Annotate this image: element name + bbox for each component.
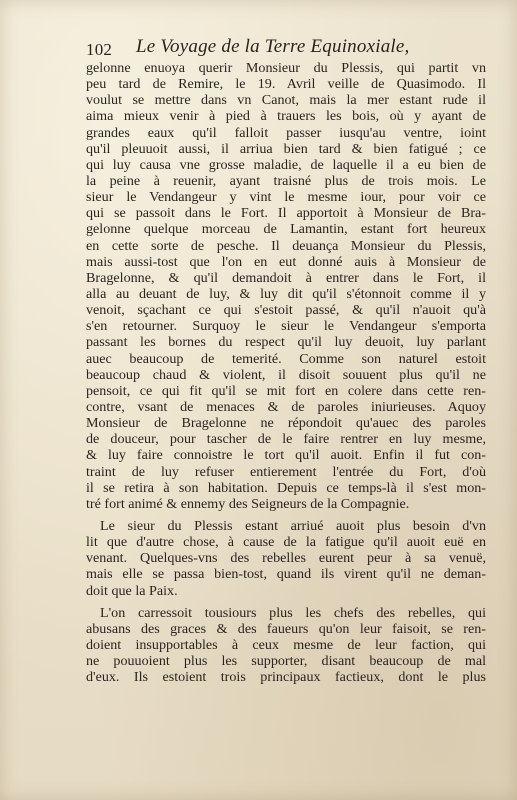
text-line: aima mieux venir à pied à trauers les bois, où y ayant de (86, 108, 486, 125)
text-line: Bragelonne, & qu'il demandoit à entrer dans le Fort, il (86, 269, 486, 286)
paragraph (86, 605, 486, 686)
text-line: qu'il pleuuoit aussi, il arriua bien tard & bien fatigué ; ce (86, 140, 486, 157)
text-line: la peine à reuenir, ayant traisné plus de trois mois. Le (86, 172, 486, 189)
text-line: abusans des graces & des faueurs qu'on leur faisoit, se ren- (86, 620, 486, 637)
text-line: mais aussi-tost que l'on en eut donné auis à Monsieur de (86, 253, 486, 270)
text-line: L'on carressoit tousiours plus les chefs des rebelles, qui (100, 604, 486, 621)
text-line: doient insupportables à ceux mesme de leur faction, qui (86, 636, 486, 653)
text-line: de douceur, pour tascher de le faire rentrer en luy mesme, (86, 431, 486, 448)
text-line: venant. Quelques-vns des rebelles eurent peur à sa venuë, (86, 550, 486, 567)
running-title: Le Voyage de la Terre Equinoxiale, (136, 36, 410, 57)
text-line: s'en retourner. Surquoy le sieur le Vendangeur s'emporta (86, 318, 486, 335)
paragraph (86, 518, 486, 599)
text-line: mais elle se passa bien-tost, quand ils virent qu'il ne deman- (86, 566, 486, 583)
text-line: il se retira à son habitation. Depuis ce temps-là il s'est mon- (86, 479, 486, 496)
text-line: lit que d'autre chose, à cause de la fatigue qu'il auoit euë en (86, 534, 486, 551)
text-line: alla au deuant de luy, & luy dit qu'il s'étonnoit comme il y (86, 285, 486, 302)
text-line: qui se passoit dans le Fort. Il apportoit à Monsieur de Bra- (86, 205, 486, 222)
text-line: passant les bornes du respect qu'il luy deuoit, luy parlant (86, 334, 486, 351)
text-line: gelonne quelque morceau de Lamantin, estant fort heureux (86, 221, 486, 238)
text-line: voulut se mettre dans vn Canot, mais la mer estant rude il (86, 92, 486, 109)
text-line: sieur le Vendangeur y vint le mesme iour, pour voir ce (86, 189, 486, 206)
text-line: en cette sorte de pesche. Il deuança Monsieur du Plessis, (86, 237, 486, 254)
text-line: traint de luy refuser entierement l'entrée du Fort, d'où (86, 463, 486, 480)
text-line: auec beaucoup de temerité. Comme son naturel estoit (86, 350, 486, 367)
text-line: peu tard de Remire, le 19. Avril veille de Quasimodo. Il (86, 76, 486, 93)
text-line: pensoit, ce qui fit qu'il se mit fort en colere dans cette ren- (86, 382, 486, 399)
body-text (86, 60, 486, 685)
text-line: contre, vsant de menaces & de paroles iniurieuses. Aquoy (86, 398, 486, 415)
text-line: Monsieur de Bragelonne ne répondoit qu'auec des paroles (86, 415, 486, 432)
text-line: d'eux. Ils estoient trois principaux factieux, dont le plus (86, 669, 486, 686)
text-line: qui luy causa vne grosse maladie, de laquelle il a eu bien de (86, 156, 486, 173)
text-line: tré fort animé & ennemy des Seigneurs de la Compagnie. (86, 495, 410, 512)
text-line: grandes eaux qu'il falloit passer iusqu'au ventre, ioint (86, 124, 486, 141)
paragraph (86, 60, 486, 512)
text-line: gelonne enuoya querir Monsieur du Plessis, qui partit vn (86, 60, 486, 76)
text-line: Le sieur du Plessis estant arriué auoit plus besoin d'vn (100, 517, 486, 534)
text-line: doit que la Paix. (86, 582, 178, 599)
text-line: ne pouuoient plus les supporter, disant beaucoup de mal (86, 653, 486, 670)
text-line: venoit, sçachant ce qui s'estoit passé, & qu'il n'auoit qu'à (86, 302, 486, 319)
text-line: & luy faire connoistre le tort qu'il auoit. Enfin il fut con- (86, 447, 486, 464)
page-number: 102 (86, 40, 113, 59)
text-line: beaucoup chaud & violent, il disoit souuent plus qu'il ne (86, 366, 486, 383)
